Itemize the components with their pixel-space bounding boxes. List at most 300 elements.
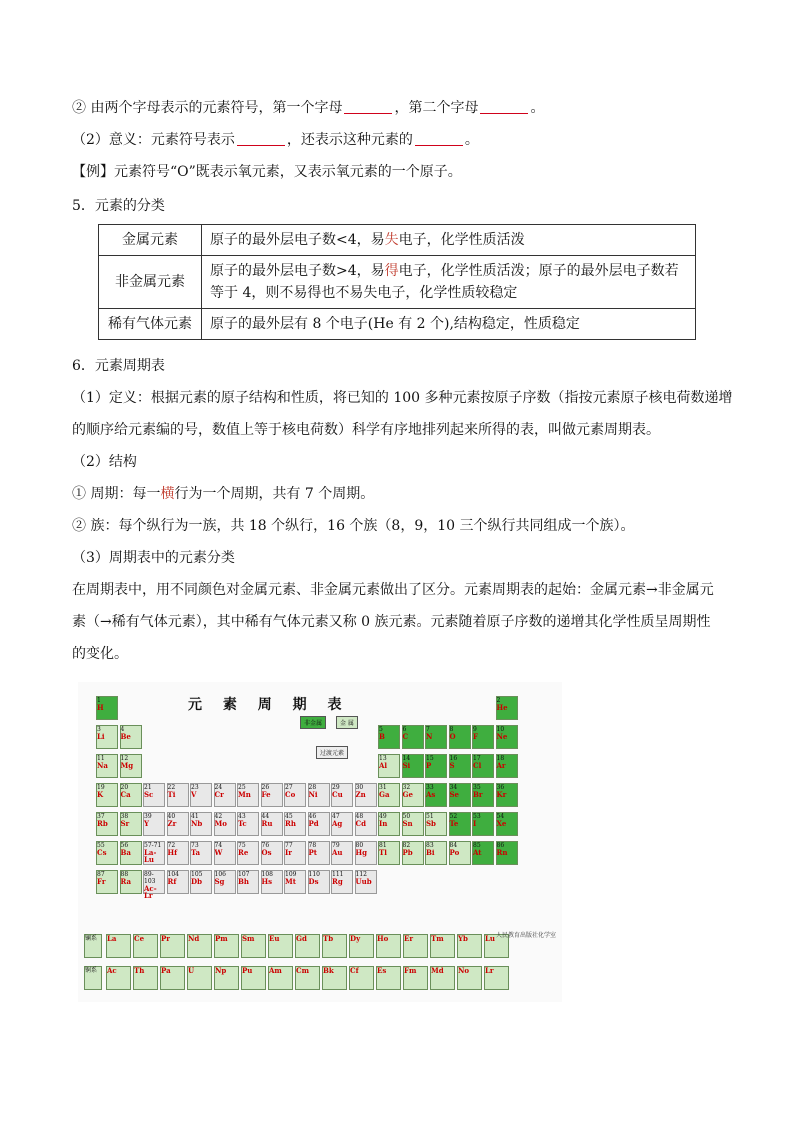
element-symbol: Se <box>449 790 460 799</box>
element-cell <box>496 754 518 778</box>
element-symbol: Ce <box>134 934 145 943</box>
element-symbol: Ir <box>285 848 292 857</box>
element-symbol: Fe <box>261 790 271 799</box>
element-cell <box>120 783 142 807</box>
element-cell <box>403 966 428 990</box>
element-cell <box>308 841 330 865</box>
atomic-number: 88 <box>120 871 129 878</box>
element-symbol: Te <box>449 819 459 828</box>
atomic-number: 4 <box>120 726 125 733</box>
element-cell <box>214 870 236 894</box>
element-cell <box>133 934 158 958</box>
atomic-number: 40 <box>167 813 176 820</box>
atomic-number: 85 <box>473 842 481 849</box>
atomic-number: 112 <box>355 871 367 878</box>
element-symbol: B <box>379 732 385 741</box>
blank-field <box>415 131 463 146</box>
atomic-number: 13 <box>379 755 387 762</box>
atomic-number: 73 <box>191 842 199 849</box>
element-symbol: Am <box>269 966 282 975</box>
atomic-number: 75 <box>238 842 246 849</box>
example-line: 【例】元素符号“O”既表示氧元素，又表示氧元素的一个原子。 <box>72 164 462 180</box>
atomic-number: 45 <box>285 813 293 820</box>
element-symbol: Tc <box>238 819 247 828</box>
line-meaning <box>72 130 479 150</box>
element-symbol: Sc <box>144 790 154 799</box>
element-symbol: Yb <box>458 934 468 943</box>
element-cell <box>449 754 471 778</box>
element-symbol: Li <box>97 732 105 741</box>
atomic-number: 42 <box>214 813 223 820</box>
atomic-number: 86 <box>496 842 505 849</box>
atomic-number: 105 <box>191 871 203 878</box>
element-symbol: Rf <box>167 877 177 886</box>
element-symbol: Bh <box>238 877 250 886</box>
element-cell <box>268 934 293 958</box>
element-symbol: Cr <box>214 790 224 799</box>
table-cell: 非金属元素 <box>99 256 202 309</box>
element-cell <box>430 966 455 990</box>
element-symbol: Cm <box>296 966 309 975</box>
atomic-number: 31 <box>379 784 387 791</box>
element-cell <box>187 934 212 958</box>
element-cell <box>355 870 377 894</box>
element-symbol: Hf <box>167 848 178 857</box>
definition-line-2: 的顺序给元素编的号，数值上等于核电荷数）科学有序地排列起来所得的表，叫做元素周期表。 <box>72 422 660 438</box>
element-cell <box>143 841 165 865</box>
element-cell <box>425 725 447 749</box>
atomic-number: 18 <box>496 755 505 762</box>
element-symbol: Md <box>431 966 444 975</box>
atomic-number: 23 <box>191 784 199 791</box>
element-symbol: Mn <box>238 790 251 799</box>
atomic-number: 44 <box>261 813 270 820</box>
element-symbol: Rh <box>285 819 296 828</box>
element-cell <box>187 966 212 990</box>
element-symbol: Ca <box>120 790 131 799</box>
element-cell <box>457 934 482 958</box>
highlight-text: 失 <box>384 232 399 248</box>
element-cell <box>378 812 400 836</box>
periodic-table-title: 元 素 周 期 表 <box>188 697 350 713</box>
element-cell <box>457 966 482 990</box>
blank-field <box>237 131 285 146</box>
element-cell <box>449 783 471 807</box>
element-symbol: Ds <box>308 877 319 886</box>
atomic-number: 49 <box>379 813 387 820</box>
element-cell <box>237 783 259 807</box>
element-symbol: Db <box>191 877 202 886</box>
atomic-number: 15 <box>426 755 434 762</box>
table-row <box>99 225 696 256</box>
element-cell <box>190 870 212 894</box>
element-symbol: Cs <box>97 848 107 857</box>
atomic-number: 25 <box>238 784 246 791</box>
element-cell <box>402 754 424 778</box>
blank-field <box>480 99 528 114</box>
element-symbol: Re <box>238 848 249 857</box>
atomic-number: 39 <box>144 813 152 820</box>
atomic-number: 106 <box>214 871 226 878</box>
element-cell <box>308 870 330 894</box>
element-symbol: F <box>473 732 478 741</box>
element-symbol: Po <box>449 848 460 857</box>
element-cell <box>331 841 353 865</box>
element-cell <box>295 934 320 958</box>
element-symbol: Sm <box>242 934 255 943</box>
element-cell <box>402 725 424 749</box>
element-cell <box>472 725 494 749</box>
element-symbol: Lr <box>485 966 494 975</box>
atomic-number: 107 <box>238 871 250 878</box>
element-symbol: Tb <box>323 934 334 943</box>
element-symbol: Sn <box>402 819 413 828</box>
element-symbol: Au <box>332 848 343 857</box>
element-cell <box>425 841 447 865</box>
atomic-number: 43 <box>238 813 246 820</box>
atomic-number: 81 <box>379 842 387 849</box>
section-heading-classification: 5．元素的分类 <box>72 198 165 214</box>
text: （2）意义：元素符号表示 <box>72 132 235 148</box>
element-cell <box>268 966 293 990</box>
atomic-number: 37 <box>97 813 105 820</box>
text: 原子的最外层电子数<4，易 <box>210 232 385 248</box>
table-row <box>99 256 696 309</box>
element-symbol: Tl <box>379 848 387 857</box>
atomic-number: 11 <box>97 755 105 762</box>
text: ，第二个字母 <box>394 100 479 116</box>
element-symbol: As <box>426 790 436 799</box>
element-symbol: Cf <box>350 966 359 975</box>
element-symbol: Sb <box>426 819 436 828</box>
element-cell <box>430 934 455 958</box>
table-cell: 金属元素 <box>99 225 202 256</box>
atomic-number: 83 <box>426 842 434 849</box>
element-cell <box>376 934 401 958</box>
element-cell <box>190 841 212 865</box>
atomic-number: 36 <box>496 784 505 791</box>
element-symbol: Np <box>215 966 227 975</box>
element-symbol: Es <box>377 966 387 975</box>
element-symbol: Mo <box>214 819 227 828</box>
element-cell <box>214 966 239 990</box>
element-cell <box>425 783 447 807</box>
atomic-number: 78 <box>308 842 317 849</box>
element-symbol: Ga <box>379 790 390 799</box>
element-cell <box>472 841 494 865</box>
group-line: ② 族：每个纵行为一族，共 18 个纵行，16 个族（8，9，10 三个纵行共同组成一个族）。 <box>72 518 635 534</box>
element-symbol: Os <box>261 848 272 857</box>
element-symbol: Cu <box>332 790 343 799</box>
element-cell <box>237 812 259 836</box>
element-symbol: P <box>426 761 432 770</box>
element-symbol: Mg <box>120 761 134 770</box>
element-symbol: Lu <box>485 934 496 943</box>
atomic-number: 35 <box>473 784 481 791</box>
element-symbol: Zn <box>355 790 366 799</box>
element-cell <box>261 783 283 807</box>
element-cell <box>355 841 377 865</box>
element-cell <box>496 725 518 749</box>
publisher-note: 人民教育出版社化学室 <box>496 932 557 939</box>
element-symbol: Pm <box>215 934 228 943</box>
element-symbol: C <box>402 732 409 741</box>
section-heading-periodic: 6．元素周期表 <box>72 358 165 374</box>
element-cell <box>96 725 118 749</box>
atomic-number: 108 <box>261 871 273 878</box>
element-cell <box>261 841 283 865</box>
element-cell <box>402 841 424 865</box>
atomic-number: 55 <box>97 842 105 849</box>
line-symbol-two-letters <box>72 98 544 118</box>
series-label: 锕系 <box>84 966 102 990</box>
element-symbol: Xe <box>496 819 507 828</box>
atomic-number: 6 <box>402 726 407 733</box>
element-cell <box>160 934 185 958</box>
element-cell <box>190 812 212 836</box>
atomic-number: 16 <box>449 755 458 762</box>
element-cell <box>96 841 118 865</box>
legend-nonmetal: 非金属 <box>300 716 326 729</box>
atomic-number: 20 <box>120 784 129 791</box>
element-symbol: Bk <box>323 966 334 975</box>
element-cell <box>484 966 509 990</box>
atomic-number: 12 <box>120 755 129 762</box>
period-line <box>72 484 374 504</box>
element-symbol: Ho <box>377 934 389 943</box>
element-symbol: Rg <box>332 877 343 886</box>
element-symbol: Be <box>120 732 131 741</box>
atomic-number: 57-71 <box>144 842 162 849</box>
element-cell <box>449 812 471 836</box>
element-cell <box>214 812 236 836</box>
text: 。 <box>464 132 479 148</box>
element-cell <box>241 966 266 990</box>
element-symbol: Rn <box>496 848 508 857</box>
atomic-number: 53 <box>473 813 481 820</box>
atomic-number: 17 <box>473 755 481 762</box>
atomic-number: 111 <box>332 871 344 878</box>
text: 电子，化学性质活泼；原子的最外层电子数若等于 4，则不易得也不易失电子，化学性质较稳定 <box>210 263 679 301</box>
atomic-number: 9 <box>473 726 477 733</box>
element-cell <box>167 870 189 894</box>
element-symbol: Fm <box>404 966 417 975</box>
element-cell <box>295 966 320 990</box>
atomic-number: 89-103 <box>144 871 156 885</box>
element-cell <box>237 870 259 894</box>
element-symbol: Eu <box>269 934 280 943</box>
element-symbol: Cd <box>355 819 366 828</box>
atomic-number: 84 <box>449 842 458 849</box>
table-row <box>99 309 696 340</box>
element-cell <box>376 966 401 990</box>
atomic-number: 77 <box>285 842 293 849</box>
table-cell <box>202 225 696 256</box>
element-symbol: Cl <box>473 761 482 770</box>
text: 。 <box>530 100 545 116</box>
element-cell <box>133 966 158 990</box>
element-cell <box>355 812 377 836</box>
element-symbol: La <box>107 934 117 943</box>
element-cell <box>402 812 424 836</box>
element-symbol: Dy <box>350 934 361 943</box>
atomic-number: 104 <box>167 871 179 878</box>
element-cell <box>190 783 212 807</box>
element-cell <box>378 783 400 807</box>
element-symbol: Ne <box>496 732 508 741</box>
blank-field <box>344 99 392 114</box>
element-symbol: U <box>188 966 195 975</box>
paragraph-line-2: 素（→稀有气体元素），其中稀有气体元素又称 0 族元素。元素随着原子序数的递增其化学性质呈周期性 <box>72 614 711 630</box>
element-cell <box>106 966 131 990</box>
paragraph-line-1: 在周期表中，用不同颜色对金属元素、非金属元素做出了区分。元素周期表的起始：金属元素→非金属元 <box>72 582 714 598</box>
atomic-number: 54 <box>496 813 505 820</box>
atomic-number: 52 <box>449 813 458 820</box>
element-symbol: Co <box>285 790 296 799</box>
element-cell <box>403 934 428 958</box>
element-symbol: Ta <box>191 848 201 857</box>
element-symbol: Gd <box>296 934 307 943</box>
atomic-number: 82 <box>402 842 411 849</box>
element-symbol: Ra <box>120 877 132 886</box>
element-symbol: Nb <box>191 819 203 828</box>
atomic-number: 110 <box>308 871 320 878</box>
element-cell <box>284 783 306 807</box>
legend-transition: 过渡元素 <box>316 746 348 759</box>
atomic-number: 21 <box>144 784 152 791</box>
atomic-number: 14 <box>402 755 411 762</box>
atomic-number: 3 <box>97 726 101 733</box>
element-symbol: Ar <box>496 761 506 770</box>
table-cell: 原子的最外层有 8 个电子(He 有 2 个),结构稳定，性质稳定 <box>202 309 696 340</box>
element-cell <box>349 934 374 958</box>
element-symbol: Br <box>473 790 483 799</box>
element-cell <box>378 725 400 749</box>
classification-heading: （3）周期表中的元素分类 <box>72 550 235 566</box>
element-symbol: Nd <box>188 934 200 943</box>
element-symbol: Al <box>379 761 388 770</box>
element-cell <box>449 725 471 749</box>
atomic-number: 32 <box>402 784 411 791</box>
element-cell <box>472 812 494 836</box>
atomic-number: 33 <box>426 784 434 791</box>
element-cell <box>214 783 236 807</box>
element-symbol: Pa <box>161 966 171 975</box>
element-symbol: Ti <box>167 790 176 799</box>
element-symbol: N <box>426 732 433 741</box>
element-symbol: I <box>473 819 477 828</box>
element-symbol: Pt <box>308 848 317 857</box>
element-symbol: At <box>473 848 482 857</box>
atomic-number: 79 <box>332 842 340 849</box>
element-cell <box>160 966 185 990</box>
atomic-number: 30 <box>355 784 364 791</box>
element-cell <box>472 754 494 778</box>
element-cell <box>214 934 239 958</box>
element-cell <box>167 812 189 836</box>
element-cell <box>284 812 306 836</box>
paragraph-line-3: 的变化。 <box>72 646 128 662</box>
element-symbol: Na <box>97 761 108 770</box>
element-cell <box>143 783 165 807</box>
element-cell <box>378 754 400 778</box>
element-cell <box>449 841 471 865</box>
element-symbol: Uub <box>355 877 372 886</box>
atomic-number: 24 <box>214 784 223 791</box>
element-cell <box>143 870 165 900</box>
atomic-number: 34 <box>449 784 458 791</box>
periodic-table-image <box>78 682 562 1002</box>
element-symbol: Ni <box>308 790 318 799</box>
element-cell <box>167 783 189 807</box>
element-cell <box>120 841 142 865</box>
element-cell <box>143 812 165 836</box>
element-cell <box>308 783 330 807</box>
atomic-number: 56 <box>120 842 129 849</box>
element-symbol: In <box>379 819 388 828</box>
element-cell <box>496 812 518 836</box>
definition-line-1: （1）定义：根据元素的原子结构和性质，将已知的 100 多种元素按原子序数（指按元素原子核电荷数递增 <box>72 390 733 406</box>
element-symbol: Kr <box>496 790 507 799</box>
element-cell <box>284 841 306 865</box>
highlight-text: 得 <box>384 263 399 279</box>
element-cell <box>96 754 118 778</box>
element-symbol: Y <box>144 819 149 828</box>
element-symbol: Ac <box>107 966 117 975</box>
element-symbol: Si <box>402 761 411 770</box>
atomic-number: 10 <box>496 726 505 733</box>
atomic-number: 87 <box>97 871 105 878</box>
element-cell <box>308 812 330 836</box>
atomic-number: 46 <box>308 813 317 820</box>
element-cell <box>284 870 306 894</box>
text: ② 由两个字母表示的元素符号，第一个字母 <box>72 100 343 116</box>
element-symbol: Ag <box>332 819 343 828</box>
element-cell <box>106 934 131 958</box>
element-cell <box>120 725 142 749</box>
atomic-number: 48 <box>355 813 364 820</box>
element-symbol: Bi <box>426 848 435 857</box>
atomic-number: 2 <box>496 697 501 704</box>
element-symbol: Ge <box>402 790 413 799</box>
element-cell <box>237 841 259 865</box>
atomic-number: 41 <box>191 813 199 820</box>
element-symbol: K <box>97 790 104 799</box>
element-symbol: Mt <box>285 877 296 886</box>
element-cell <box>120 812 142 836</box>
series-label: 镧系 <box>84 934 102 958</box>
structure-heading: （2）结构 <box>72 454 137 470</box>
element-symbol: Fr <box>97 877 106 886</box>
element-cell <box>120 754 142 778</box>
element-symbol: Rb <box>97 819 108 828</box>
text: 原子的最外层电子数>4，易 <box>210 263 385 279</box>
element-cell <box>322 934 347 958</box>
element-cell <box>496 841 518 865</box>
text: 行为一个周期，共有 7 个周期。 <box>174 486 375 502</box>
atomic-number: 5 <box>379 726 383 733</box>
element-symbol: Hg <box>355 848 368 857</box>
table-cell <box>202 256 696 309</box>
atomic-number: 8 <box>449 726 454 733</box>
element-cell <box>96 696 118 720</box>
element-cell <box>167 841 189 865</box>
element-symbol: Sr <box>120 819 130 828</box>
element-symbol: Ru <box>261 819 273 828</box>
element-symbol: He <box>496 703 508 712</box>
element-cell <box>96 812 118 836</box>
element-cell <box>120 870 142 894</box>
